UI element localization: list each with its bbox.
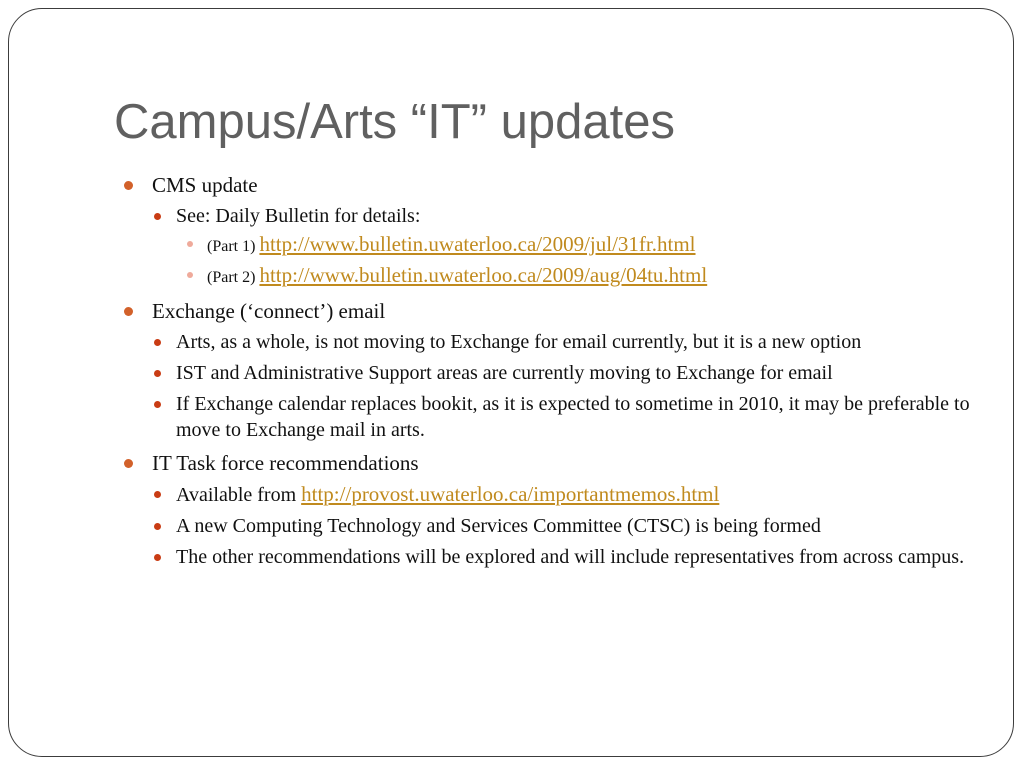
bullet-icon bbox=[124, 459, 133, 468]
link-prefix: Available from bbox=[176, 484, 302, 506]
section-heading: IT Task force recommendations bbox=[152, 451, 419, 475]
bullet-icon bbox=[154, 523, 161, 530]
bullet-icon bbox=[154, 213, 161, 220]
bullet-list bbox=[114, 172, 984, 570]
bullet-icon bbox=[187, 241, 193, 247]
list-item bbox=[145, 360, 984, 386]
bulletin-part2-link[interactable]: http://www.bulletin.uwaterloo.ca/2009/aug/04tu.html bbox=[259, 263, 708, 287]
bullet-icon bbox=[154, 339, 161, 346]
item-text: If Exchange calendar replaces bookit, as it is expected to sometime in 2010, it may be preferable to move to Exchange mail in arts. bbox=[176, 393, 970, 441]
bullet-icon bbox=[154, 401, 161, 408]
bulletin-part1-link[interactable]: http://www.bulletin.uwaterloo.ca/2009/jul/31fr.html bbox=[259, 232, 696, 256]
link-prefix: (Part 1) bbox=[207, 238, 260, 255]
bullet-icon bbox=[154, 370, 161, 377]
list-item bbox=[145, 203, 984, 291]
bullet-icon bbox=[187, 272, 193, 278]
list-item bbox=[176, 231, 984, 260]
item-text: See: Daily Bulletin for details: bbox=[176, 205, 421, 227]
item-text: Arts, as a whole, is not moving to Exchange for email currently, but it is a new option bbox=[176, 331, 862, 353]
slide-content bbox=[114, 172, 984, 577]
list-item bbox=[145, 513, 984, 539]
item-text: A new Computing Technology and Services Committee (CTSC) is being formed bbox=[176, 515, 821, 537]
slide-frame bbox=[8, 8, 1014, 757]
sub-list bbox=[152, 481, 984, 570]
list-item bbox=[176, 262, 984, 291]
bullet-icon bbox=[154, 491, 161, 498]
sub-list bbox=[152, 203, 984, 291]
section-it-task-force bbox=[114, 450, 984, 570]
item-text: IST and Administrative Support areas are currently moving to Exchange for email bbox=[176, 362, 833, 384]
bullet-icon bbox=[124, 307, 133, 316]
slide-title: Campus/Arts “IT” updates bbox=[114, 95, 675, 149]
bullet-icon bbox=[124, 181, 133, 190]
provost-memos-link[interactable]: http://provost.uwaterloo.ca/importantmemos.html bbox=[301, 482, 720, 506]
list-item bbox=[145, 544, 984, 570]
item-text: The other recommendations will be explored and will include representatives from across campus. bbox=[176, 546, 965, 568]
list-item bbox=[145, 391, 984, 443]
link-prefix: (Part 2) bbox=[207, 269, 260, 286]
section-heading: CMS update bbox=[152, 173, 258, 197]
section-heading: Exchange (‘connect’) email bbox=[152, 299, 386, 323]
list-item bbox=[145, 329, 984, 355]
sub-list bbox=[152, 329, 984, 443]
section-exchange-email bbox=[114, 298, 984, 443]
section-cms-update bbox=[114, 172, 984, 291]
bullet-icon bbox=[154, 554, 161, 561]
sub-sub-list bbox=[176, 231, 984, 291]
list-item bbox=[145, 481, 984, 508]
